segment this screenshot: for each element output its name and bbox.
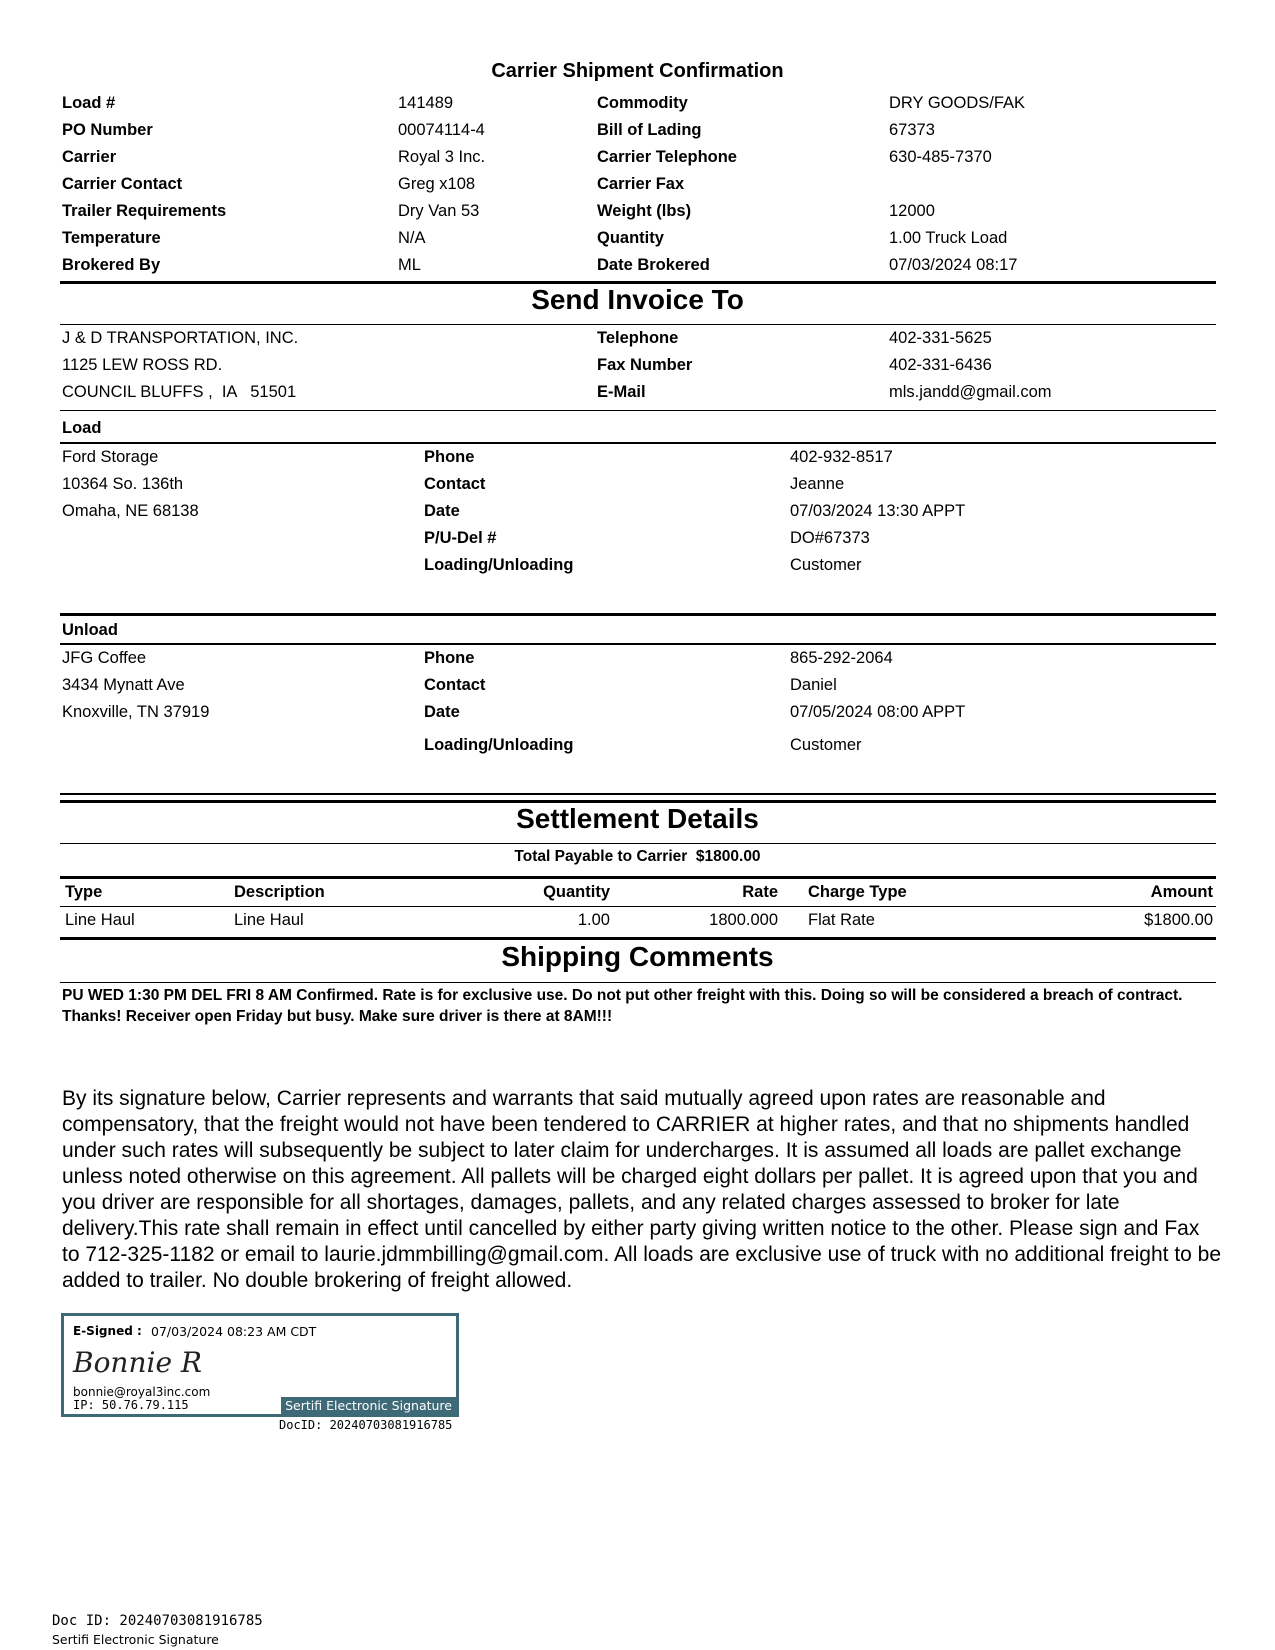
divider <box>60 410 1216 411</box>
quantity-value: 1.00 Truck Load <box>889 229 1008 247</box>
load-phone-value: 402-932-8517 <box>790 448 893 466</box>
divider <box>60 937 1216 940</box>
sertifi-badge: Sertifi Electronic Signature <box>281 1397 456 1414</box>
bill-of-lading-label: Bill of Lading <box>597 121 702 139</box>
col-rate-header: Rate <box>742 883 778 901</box>
unload-phone-label: Phone <box>424 649 475 667</box>
invoice-title: Send Invoice To <box>531 284 744 315</box>
total-payable-label: Total Payable to Carrier <box>514 848 688 865</box>
divider <box>60 876 1216 879</box>
load-loading-label: Loading/Unloading <box>424 556 574 574</box>
col-type-header: Type <box>65 883 103 901</box>
unload-date-value: 07/05/2024 08:00 APPT <box>790 703 966 721</box>
temperature-label: Temperature <box>62 229 161 247</box>
date-brokered-value: 07/03/2024 08:17 <box>889 256 1018 274</box>
load-date-label: Date <box>424 502 460 520</box>
load-contact-label: Contact <box>424 475 486 493</box>
invoice-telephone-label: Telephone <box>597 329 679 347</box>
temperature-value: N/A <box>398 229 426 247</box>
page-title: Carrier Shipment Confirmation <box>491 60 784 82</box>
unload-loading-value: Customer <box>790 736 862 754</box>
col-amount-header: Amount <box>1150 883 1213 901</box>
unload-heading: Unload <box>62 621 118 639</box>
row-charge-type: Flat Rate <box>808 911 875 929</box>
bill-of-lading-value: 67373 <box>889 121 935 139</box>
load-number-label: Load # <box>62 94 116 112</box>
po-number-value: 00074114-4 <box>398 121 485 139</box>
trailer-requirements-value: Dry Van 53 <box>398 202 480 220</box>
invoice-fax-label: Fax Number <box>597 356 693 374</box>
divider <box>60 982 1216 983</box>
commodity-label: Commodity <box>597 94 688 112</box>
brokered-by-label: Brokered By <box>62 256 161 274</box>
load-location-street: 10364 So. 136th <box>62 475 184 493</box>
carrier-contact-value: Greg x108 <box>398 175 476 193</box>
commodity-value: DRY GOODS/FAK <box>889 94 1026 112</box>
signer-email: bonnie@royal3inc.com <box>73 1385 211 1399</box>
load-loading-value: Customer <box>790 556 862 574</box>
brokered-by-value: ML <box>398 256 421 274</box>
col-description-header: Description <box>234 883 325 901</box>
comments-title: Shipping Comments <box>501 941 774 972</box>
po-number-label: PO Number <box>62 121 153 139</box>
e-signed-date: 07/03/2024 08:23 AM CDT <box>151 1324 317 1339</box>
divider <box>60 643 1216 645</box>
row-rate: 1800.000 <box>709 911 778 929</box>
load-number-value: 141489 <box>398 94 454 112</box>
unload-location-street: 3434 Mynatt Ave <box>62 676 185 694</box>
footer-service: Sertifi Electronic Signature <box>52 1632 219 1647</box>
carrier-fax-label: Carrier Fax <box>597 175 685 193</box>
invoice-street: 1125 LEW ROSS RD. <box>62 356 223 374</box>
footer-doc-id: Doc ID: 20240703081916785 <box>52 1613 263 1629</box>
divider <box>60 324 1216 325</box>
total-payable-value: $1800.00 <box>695 848 761 865</box>
load-date-value: 07/03/2024 13:30 APPT <box>790 502 966 520</box>
terms-paragraph: By its signature below, Carrier represents and warrants that said mutually agreed upon rates are reasonable and compensatory, that the freight would not have been tendered to CARRIER at higher rates, and that no shipments handled under such rates will subsequently be subject to later claim for undercharges. It is assumed all loads are pallet exchange unless noted otherwise on this agreement. All pallets will be charged eight dollars per pallet. It is agreed upon that you and you driver are responsible for all shortages, damages, pallets, and any related charges assessed to broker for late delivery.This rate shall remain in effect until cancelled by either party giving written notice to the other. Please sign and Fax to 712-325-1182 or email to laurie.jdmmbilling@gmail.com. All loads are exclusive use of truck with no additional freight to be added to trailer. No double brokering of freight allowed. <box>62 1087 1222 1292</box>
invoice-fax-value: 402-331-6436 <box>889 356 992 374</box>
settlement-title: Settlement Details <box>516 803 759 834</box>
total-payable <box>0 848 1275 866</box>
row-quantity: 1.00 <box>577 911 610 929</box>
e-signed-label: E-Signed : <box>73 1324 142 1338</box>
unload-location-city: Knoxville, TN 37919 <box>62 703 210 721</box>
load-pu-del-label: P/U-Del # <box>424 529 497 547</box>
date-brokered-label: Date Brokered <box>597 256 710 274</box>
invoice-telephone-value: 402-331-5625 <box>889 329 992 347</box>
load-location-name: Ford Storage <box>62 448 159 466</box>
carrier-contact-label: Carrier Contact <box>62 175 183 193</box>
divider <box>60 442 1216 444</box>
divider <box>60 613 1216 616</box>
weight-value: 12000 <box>889 202 935 220</box>
invoice-company: J & D TRANSPORTATION, INC. <box>62 329 299 347</box>
divider <box>60 843 1216 844</box>
row-type: Line Haul <box>65 911 135 929</box>
signature-image: Bonnie R <box>73 1346 203 1379</box>
trailer-requirements-label: Trailer Requirements <box>62 202 227 220</box>
divider <box>60 793 1216 795</box>
signer-ip: IP: 50.76.79.115 <box>73 1398 189 1412</box>
unload-location-name: JFG Coffee <box>62 649 147 667</box>
col-charge-type-header: Charge Type <box>808 883 907 901</box>
carrier-label: Carrier <box>62 148 117 166</box>
load-pu-del-value: DO#67373 <box>790 529 870 547</box>
carrier-telephone-label: Carrier Telephone <box>597 148 737 166</box>
unload-loading-label: Loading/Unloading <box>424 736 574 754</box>
divider <box>60 906 1216 907</box>
load-location-city: Omaha, NE 68138 <box>62 502 199 520</box>
col-quantity-header: Quantity <box>543 883 610 901</box>
shipping-comments: PU WED 1:30 PM DEL FRI 8 AM Confirmed. Rate is for exclusive use. Do not put other freight with this. Doing so will be considered a breach of contract. Thanks! Receiver open Friday but busy. Make sure driver is there at 8AM!!! <box>62 987 1183 1025</box>
row-amount: $1800.00 <box>1144 911 1213 929</box>
e-signature-box <box>61 1313 459 1417</box>
load-contact-value: Jeanne <box>790 475 845 493</box>
carrier-telephone-value: 630-485-7370 <box>889 148 992 166</box>
load-heading: Load <box>62 419 102 437</box>
carrier-value: Royal 3 Inc. <box>398 148 486 166</box>
signature-docid: DocID: 20240703081916785 <box>279 1418 453 1432</box>
invoice-city: COUNCIL BLUFFS , IA 51501 <box>62 383 297 401</box>
weight-label: Weight (lbs) <box>597 202 692 220</box>
unload-contact-label: Contact <box>424 676 486 694</box>
row-description: Line Haul <box>234 911 304 929</box>
invoice-email-value: mls.jandd@gmail.com <box>889 383 1052 401</box>
unload-contact-value: Daniel <box>790 676 837 694</box>
unload-phone-value: 865-292-2064 <box>790 649 893 667</box>
unload-date-label: Date <box>424 703 460 721</box>
invoice-email-label: E-Mail <box>597 383 646 401</box>
quantity-label: Quantity <box>597 229 664 247</box>
load-phone-label: Phone <box>424 448 475 466</box>
